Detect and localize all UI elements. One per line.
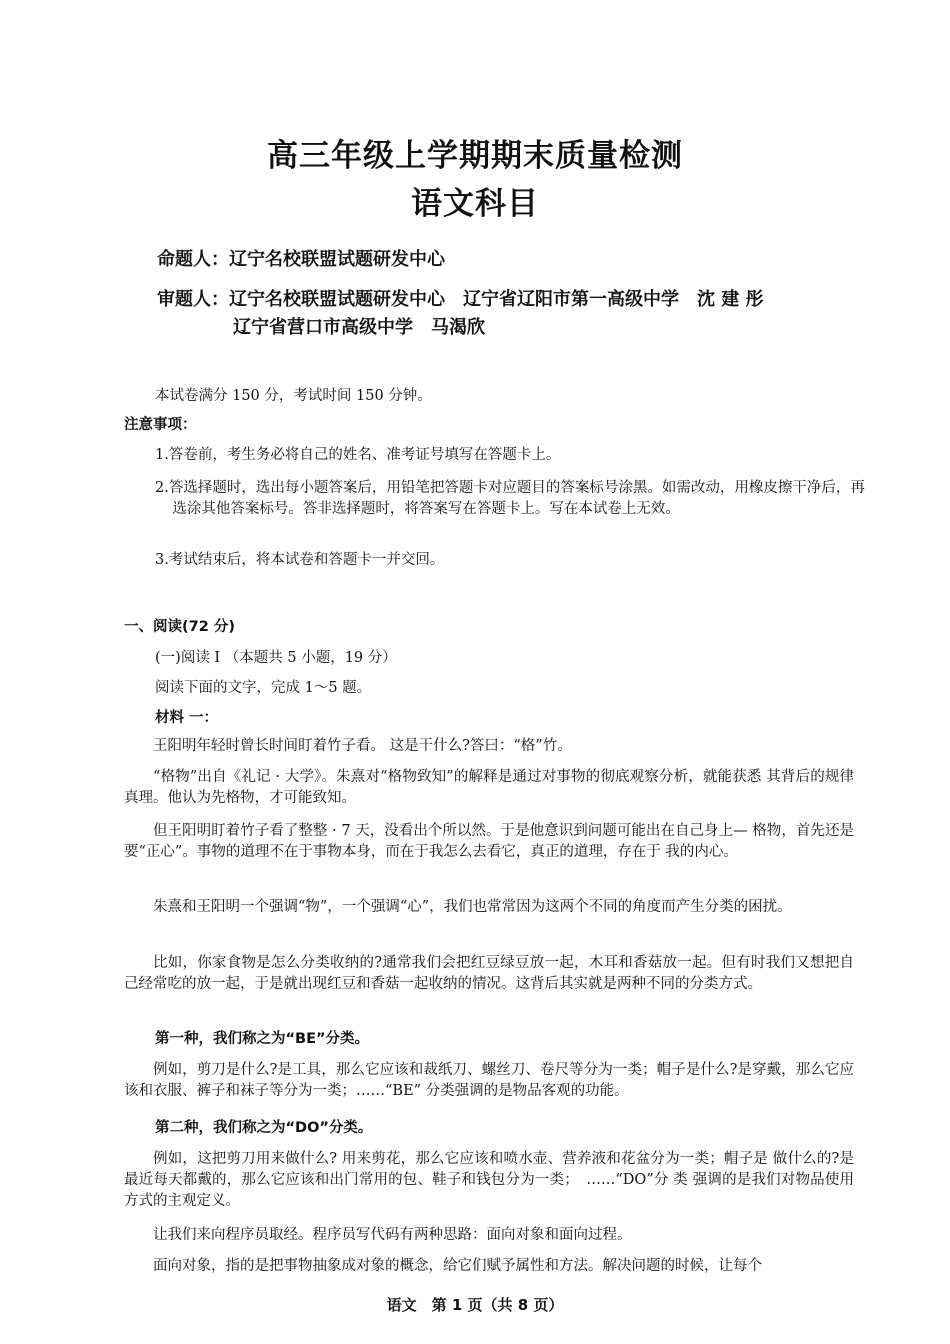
section-sub: (一)阅读 I （本题共 5 小题，19 分）: [155, 650, 397, 666]
reviewer-line-2: 辽宁省营口市高级中学 马渴欣: [233, 317, 485, 338]
paragraph: 比如，你家食物是怎么分类收纳的?通常我们会把红豆绿豆放一起，木耳和香菇放一起。但有时我们又想把自己经常吃的放一起，于是就出现红豆和香菇一起收纳的情况。这背后其实就是两种不同的分类方式。: [124, 955, 854, 992]
note-item: 1.答卷前，考生务必将自己的姓名、准考证号填写在答题卡上。: [155, 447, 561, 463]
paragraph: 让我们来向程序员取经。程序员写代码有两种思路：面向对象和面向过程。: [153, 1227, 632, 1243]
exam-intro: 本试卷满分 150 分，考试时间 150 分钟。: [155, 388, 432, 404]
page-footer: 语文 第 1 页（共 8 页）: [386, 1296, 564, 1314]
be-heading: 第一种，我们称之为“BE”分类。: [155, 1031, 370, 1047]
paragraph: 例如，这把剪刀用来做什么? 用来剪花，那么它应该和喷水壶、营养液和花盆分为一类；帽子是 做什么的?是最近每天都戴的，那么它应该和出门常用的包、鞋子和钱包分为一类； ……“DO”分 类 强调的是我们对物品使用方式的主观定义。: [124, 1151, 854, 1209]
section-heading: 一、阅读(72 分): [124, 619, 235, 635]
notes-heading: 注意事项：: [124, 417, 197, 433]
material-label: 材料 一：: [155, 710, 219, 726]
paragraph: 朱熹和王阳明一个强调“物”，一个强调“心”，我们也常常因为这两个不同的角度而产生分类的困扰。: [153, 899, 792, 915]
paragraph: 面向对象，指的是把事物抽象成对象的概念，给它们赋予属性和方法。解决问题的时候，让每个: [153, 1258, 762, 1274]
note-item: 2.答选择题时，选出每小题答案后，用铅笔把答题卡对应题目的答案标号涂黑。如需改动，用橡皮擦干净后，再选涂其他答案标号。答非选择题时，将答案写在答题卡上。写在本试卷上无效。: [155, 480, 865, 517]
reviewer-line-1: 审题人：辽宁名校联盟试题研发中心 辽宁省辽阳市第一高级中学 沈 建 彤: [157, 289, 764, 310]
do-heading: 第二种，我们称之为“DO”分类。: [155, 1120, 373, 1136]
page-subtitle: 语文科目: [411, 186, 539, 222]
paragraph: 但王阳明盯着竹子看了整整 · 7 天，没看出个所以然。于是他意识到问题可能出在自己身上— 格物，首先还是要“正心”。事物的道理不在于事物本身，而在于我怎么去看它，真正的道理，存在于 我的内心。: [124, 823, 854, 860]
setter-line: 命题人：辽宁名校联盟试题研发中心: [157, 249, 445, 270]
page-title: 高三年级上学期期末质量检测: [267, 138, 683, 174]
paragraph: 例如，剪刀是什么?是工具，那么它应该和裁纸刀、螺丝刀、卷尺等分为一类；帽子是什么?是穿戴，那么它应该和衣服、裤子和袜子等分为一类；……“BE” 分类强调的是物品客观的功能。: [124, 1062, 854, 1099]
paragraph: 王阳明年轻时曾长时间盯着竹子看。 这是干什么?答曰：“格”竹。: [153, 738, 572, 754]
note-item: 3.考试结束后，将本试卷和答题卡一并交回。: [155, 552, 445, 568]
section-instruction: 阅读下面的文字，完成 1～5 题。: [155, 680, 372, 696]
paragraph: “格物”出自《礼记 · 大学》。朱熹对“格物致知”的解释是通过对事物的彻底观察分析，就能获悉 其背后的规律真理。他认为先格物，才可能致知。: [124, 769, 854, 806]
